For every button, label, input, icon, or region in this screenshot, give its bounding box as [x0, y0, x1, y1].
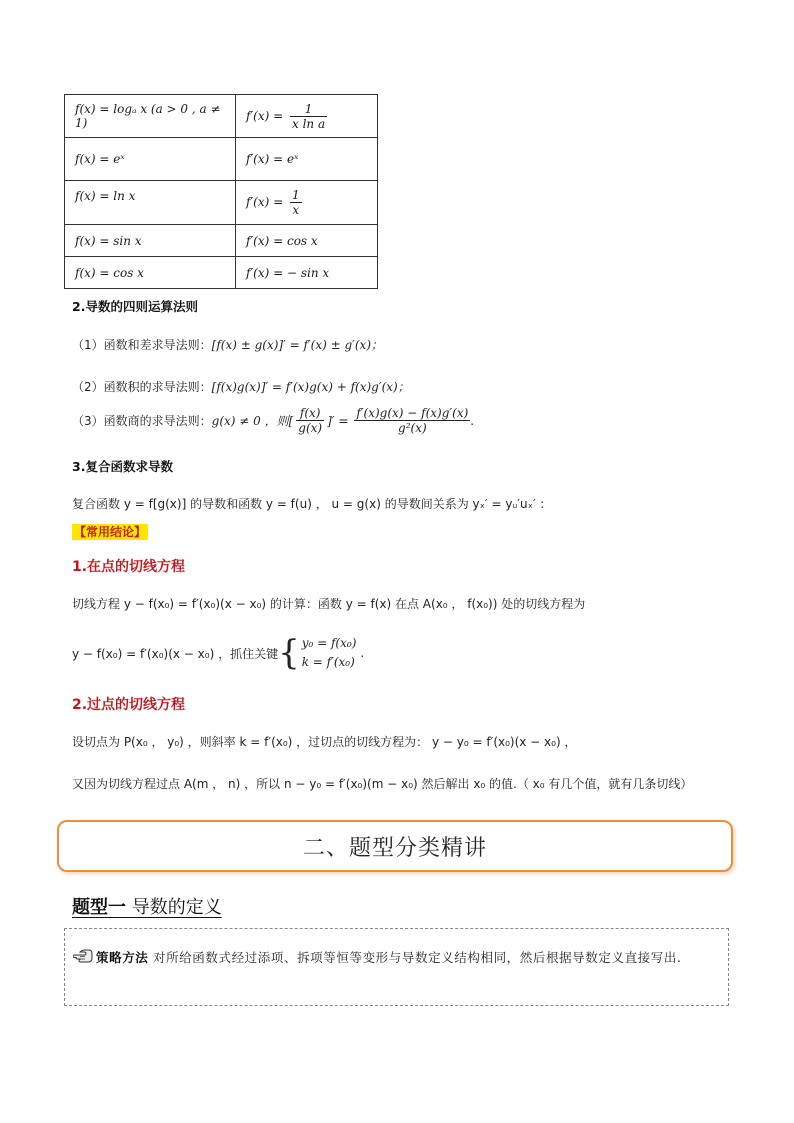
tangent-at-point-title: 1.在点的切线方程 — [72, 559, 186, 575]
question-type-title — [72, 893, 222, 919]
derivative-prefix: f′(x) = — [246, 108, 287, 123]
derivative-prefix: f′(x) = — [246, 195, 287, 209]
derivative-formula-table — [64, 94, 378, 289]
rules-heading: 2.导数的四则运算法则 — [72, 299, 198, 314]
strategy-box — [64, 928, 729, 1006]
pointing-hand-icon — [73, 940, 93, 978]
key-conditions-brace — [278, 634, 356, 672]
fraction-denominator: x — [290, 202, 302, 217]
derivative-cell — [236, 95, 378, 138]
tangent-at-point-line: 切线方程 y − f(x₀) = f′(x₀)(x − x₀) 的计算：函数 y = f(x) 在点 A(x₀ ， f(x₀)) 处的切线方程为 — [72, 597, 586, 611]
rule-formula: [f(x) ± g(x)]′ = f′(x) ± g′(x)； — [211, 338, 383, 352]
rule-label: （3）函数商的求导法则： — [72, 414, 212, 428]
tangent-through-line-1: 设切点为 P(x₀ ， y₀) ，则斜率 k = f′(x₀) ，过切点的切线方程为： y − y₀ = f′(x₀)(x − x₀) ， — [72, 735, 577, 749]
question-type-name: 导数的定义 — [126, 897, 222, 918]
tangent-key-end: . — [360, 646, 365, 660]
fraction-denominator: x ln a — [291, 116, 326, 131]
strategy-label: 策略方法 — [96, 950, 149, 965]
function-cell: f(x) = ln x — [65, 181, 236, 225]
rule-condition: g(x) ≠ 0 ，则[ — [211, 414, 294, 428]
tangent-through-point-title: 2.过点的切线方程 — [72, 697, 186, 713]
derivative-cell: f′(x) = − sin x — [236, 257, 378, 289]
strategy-text — [73, 939, 718, 978]
table-row — [65, 181, 378, 225]
fraction — [290, 188, 302, 217]
common-conclusions-tag — [72, 523, 148, 540]
fraction — [290, 102, 327, 131]
rule-sum-difference — [72, 336, 383, 353]
rule-quotient — [72, 406, 474, 435]
rule-product — [72, 378, 410, 395]
fraction-numerator: 1 — [291, 188, 300, 202]
fraction-numerator: f(x) — [299, 406, 321, 420]
derivative-cell: f′(x) = cos x — [236, 225, 378, 257]
rule-formula: [f(x)g(x)]′ = f′(x)g(x) + f(x)g′(x)； — [211, 380, 410, 394]
composite-heading: 3.复合函数求导数 — [72, 459, 173, 474]
tangent-through-line-2: 又因为切线方程过点 A(m ， n) ，所以 n − y₀ = f′(x₀)(m − x₀) 然后解出 x₀ 的值.（ x₀ 有几个值，就有几条切线） — [72, 777, 693, 791]
quotient-right-fraction — [354, 406, 470, 435]
derivative-cell — [236, 181, 378, 225]
left-brace-icon: { — [278, 633, 300, 673]
rule-end: . — [470, 413, 475, 428]
brace-bottom-equation: k = f′(x₀) — [301, 655, 355, 669]
function-cell: f(x) = logₐ x (a > 0 , a ≠ 1) — [65, 95, 236, 138]
function-cell: f(x) = cos x — [65, 257, 236, 289]
quotient-left-fraction — [296, 406, 324, 435]
question-type-label: 题型一 — [72, 897, 126, 918]
fraction-numerator: f′(x)g(x) − f(x)g′(x) — [356, 406, 469, 420]
derivative-cell: f′(x) = eˣ — [236, 138, 378, 181]
rule-equals: ]′ = — [327, 413, 349, 428]
tangent-key-line — [72, 634, 364, 672]
table-row — [65, 225, 378, 257]
fraction-numerator: 1 — [304, 101, 313, 116]
rule-label: （2）函数积的求导法则： — [72, 380, 212, 394]
composite-line: 复合函数 y = f[g(x)] 的导数和函数 y = f(u) ， u = g(x) 的导数间关系为 yₓ′ = yᵤ′uₓ′ ： — [72, 497, 552, 511]
brace-top-equation: y₀ = f(x₀) — [301, 636, 357, 650]
section-title: 二、题型分类精讲 — [302, 835, 487, 861]
fraction-denominator: g(x) — [298, 421, 323, 435]
function-cell: f(x) = eˣ — [65, 138, 236, 181]
section-header-box — [57, 820, 733, 872]
table-row — [65, 95, 378, 138]
table-row — [65, 138, 378, 181]
strategy-description: 对所给函数式经过添项、拆项等恒等变形与导数定义结构相同，然后根据导数定义直接写出. — [148, 950, 682, 965]
function-cell: f(x) = sin x — [65, 225, 236, 257]
rule-label: （1）函数和差求导法则： — [72, 338, 212, 352]
fraction-denominator: g²(x) — [354, 420, 470, 435]
tag-label: 【常用结论】 — [74, 525, 147, 539]
table-row — [65, 257, 378, 289]
tangent-key-lead: y − f(x₀) = f′(x₀)(x − x₀) ，抓住关键 — [72, 646, 279, 661]
